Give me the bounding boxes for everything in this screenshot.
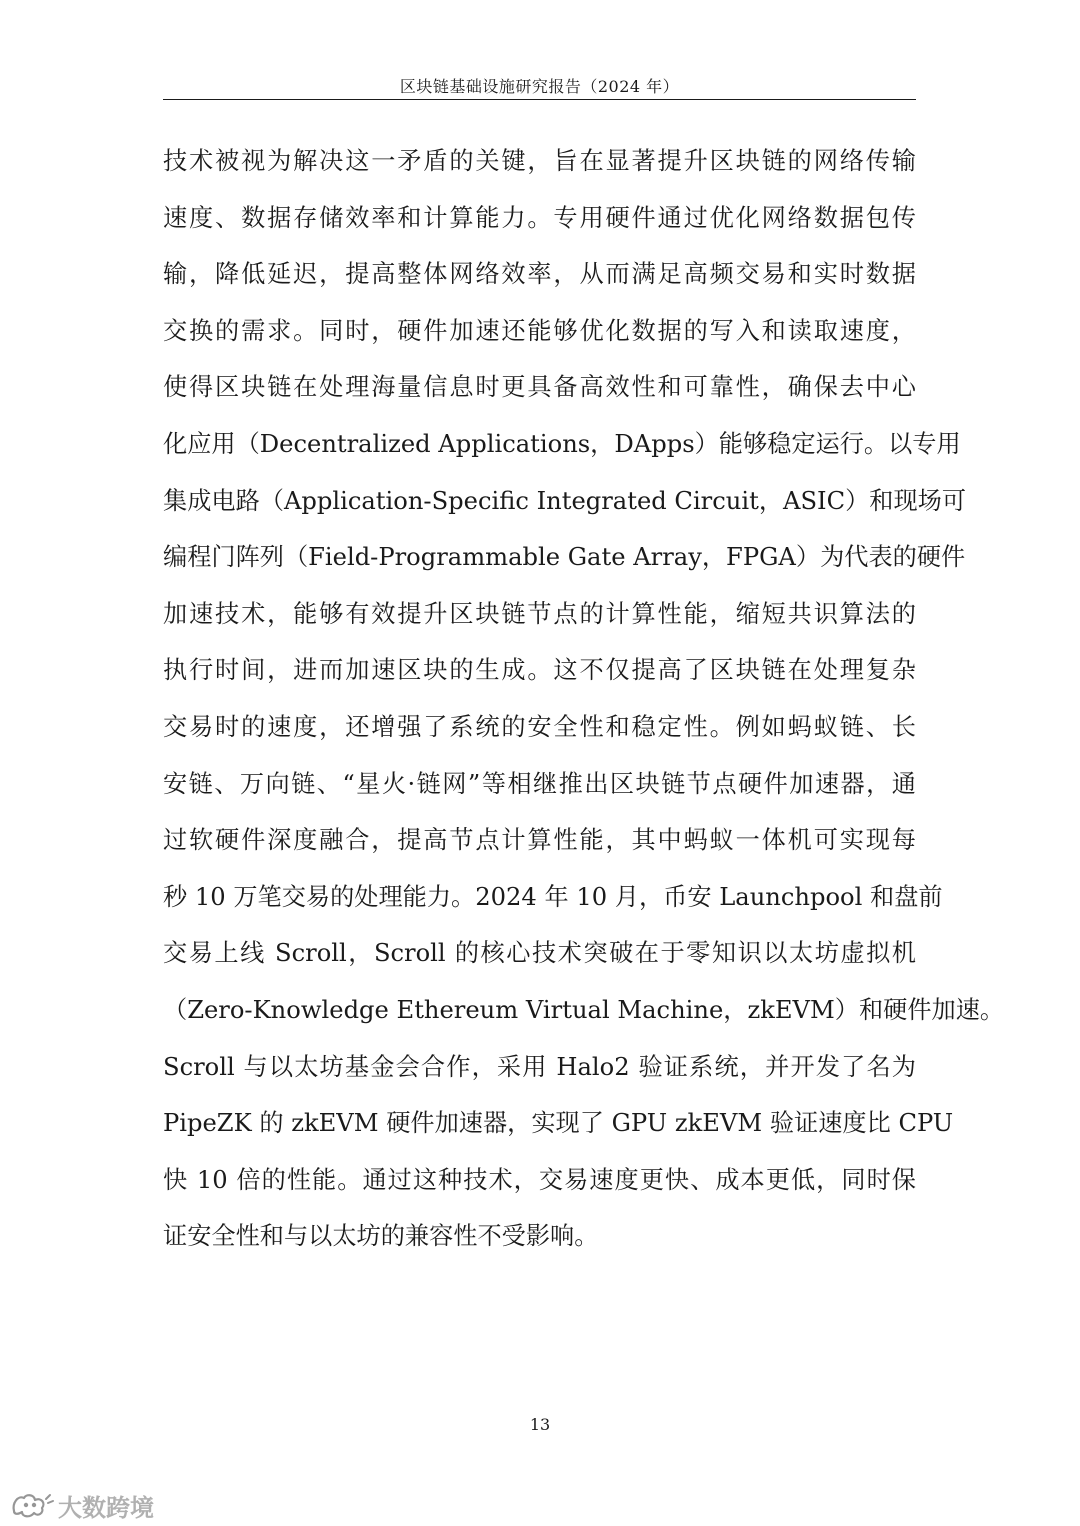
body-paragraph — [163, 136, 1005, 1268]
text-line: 输，降低延迟，提高整体网络效率，从而满足高频交易和实时数据 — [163, 260, 916, 289]
text-line: Scroll 与以太坊基金会合作，采用 Halo2 验证系统，并开发了名为 — [163, 1052, 916, 1081]
text-line: 快 10 倍的性能。通过这种技术，交易速度更快、成本更低，同时保 — [163, 1165, 916, 1194]
text-line: 速度、数据存储效率和计算能力。专用硬件通过优化网络数据包传 — [163, 203, 916, 232]
header-divider — [163, 99, 916, 100]
text-line: （Zero-Knowledge Ethereum Virtual Machine，zkEVM）和硬件加速。 — [163, 995, 1005, 1024]
text-line: 技术被视为解决这一矛盾的关键，旨在显著提升区块链的网络传输 — [163, 147, 916, 175]
running-header: 区块链基础设施研究报告（2024 年） — [399, 77, 680, 96]
text-line: 化应用（Decentralized Applications，DApps）能够稳定运行。以专用 — [163, 429, 961, 458]
watermark-text: 大数跨境 — [58, 1493, 154, 1522]
text-line: 加速技术，能够有效提升区块链节点的计算性能，缩短共识算法的 — [163, 599, 916, 628]
brand-logo-icon — [10, 1491, 54, 1519]
text-line: 执行时间，进而加速区块的生成。这不仅提高了区块链在处理复杂 — [163, 656, 916, 685]
text-line: PipeZK 的 zkEVM 硬件加速器，实现了 GPU zkEVM 验证速度比 CPU — [163, 1109, 954, 1138]
text-line: 集成电路（Application-Specific Integrated Circuit，ASIC）和现场可 — [163, 486, 967, 515]
text-line: 秒 10 万笔交易的处理能力。2024 年 10 月，币安 Launchpool 和盘前 — [163, 882, 943, 911]
page-number: 13 — [529, 1415, 551, 1434]
text-line-last: 证安全性和与以太坊的兼容性不受影响。 — [163, 1222, 599, 1251]
watermark — [10, 1488, 154, 1522]
text-line: 交换的需求。同时，硬件加速还能够优化数据的写入和读取速度， — [163, 316, 916, 345]
text-line: 编程门阵列（Field-Programmable Gate Array，FPGA）为代表的硬件 — [163, 543, 966, 572]
text-line: 交易时的速度，还增强了系统的安全性和稳定性。例如蚂蚁链、长 — [163, 712, 916, 741]
text-line: 使得区块链在处理海量信息时更具备高效性和可靠性，确保去中心 — [163, 373, 916, 402]
text-line: 过软硬件深度融合，提高节点计算性能，其中蚂蚁一体机可实现每 — [163, 826, 916, 855]
text-line: 安链、万向链、“星火·链网”等相继推出区块链节点硬件加速器，通 — [163, 769, 916, 798]
text-line: 交易上线 Scroll，Scroll 的核心技术突破在于零知识以太坊虚拟机 — [163, 939, 916, 968]
